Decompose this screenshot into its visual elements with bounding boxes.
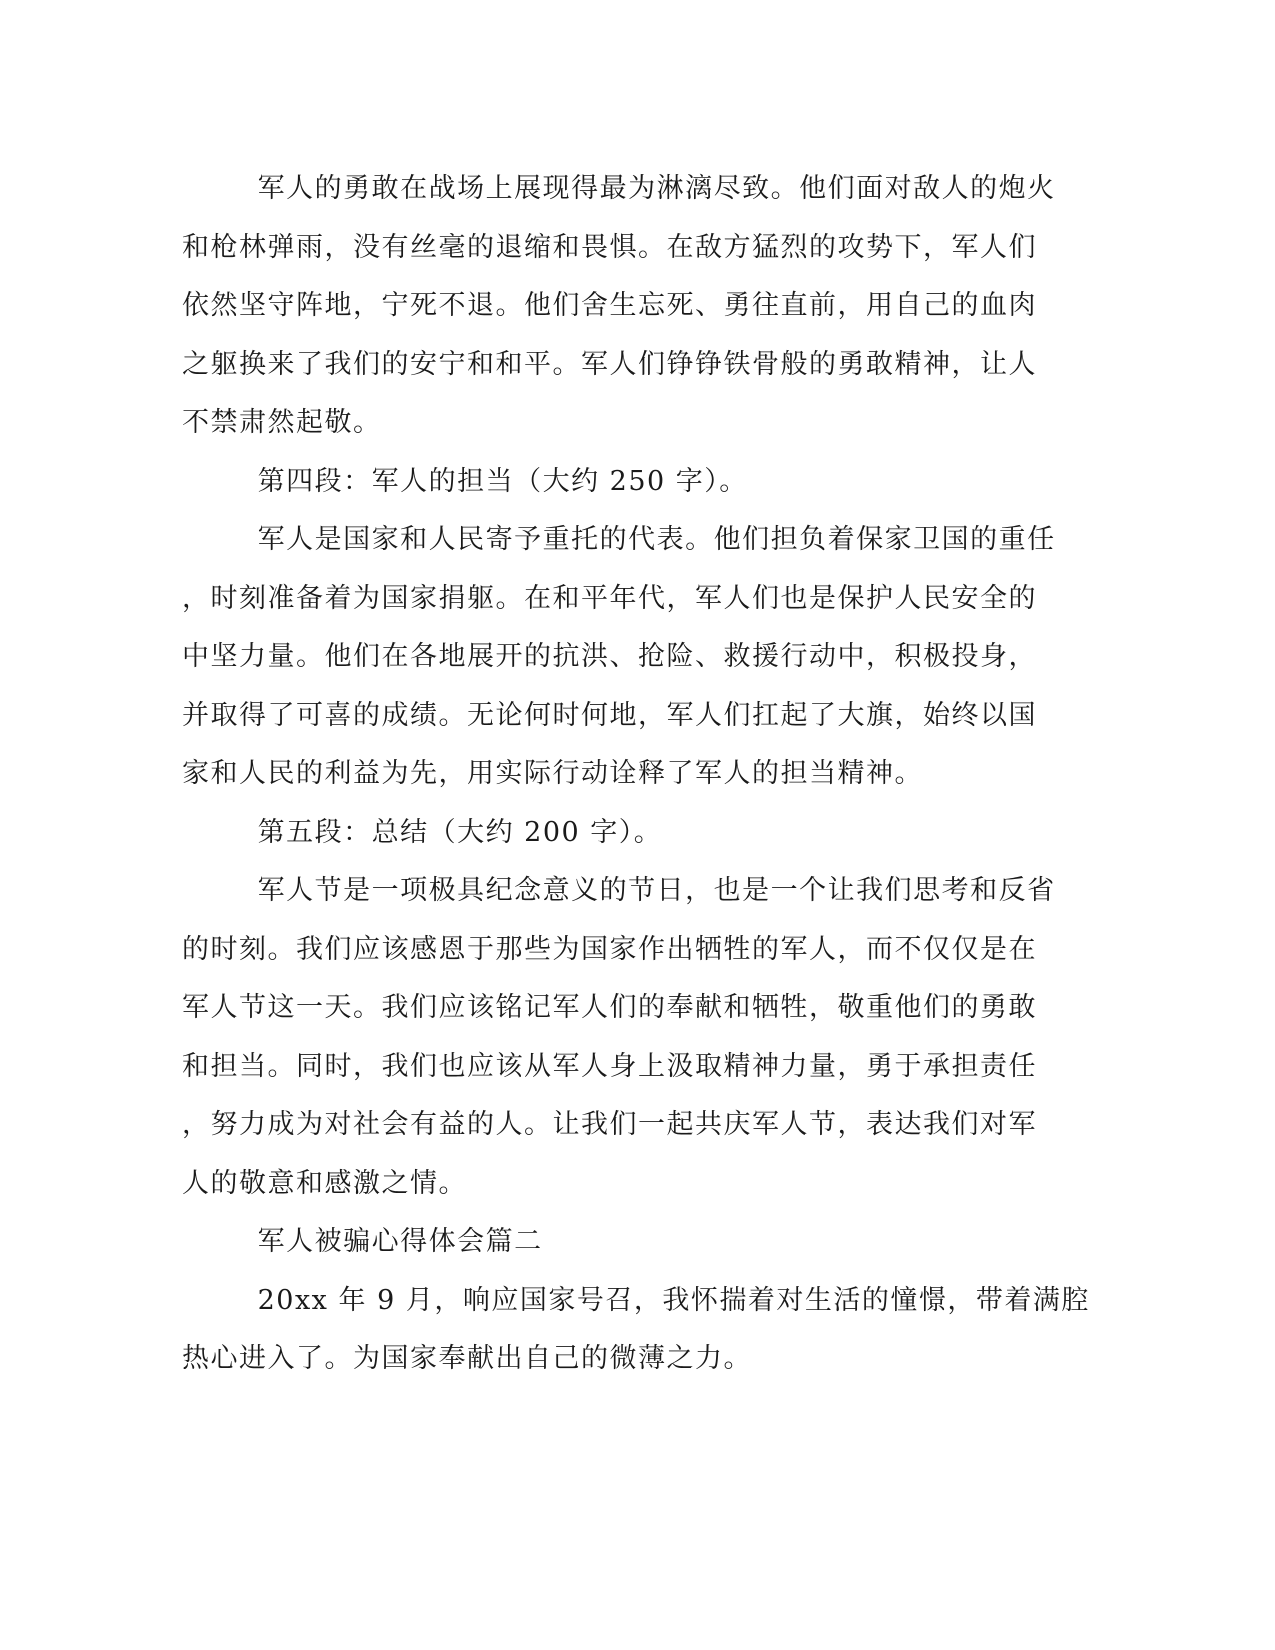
text-line: ，努力成为对社会有益的人。让我们一起共庆军人节，表达我们对军 (182, 1109, 1037, 1140)
text-line: 20xx 年 9 月，响应国家号召，我怀揣着对生活的憧憬，带着满腔 (257, 1284, 1090, 1316)
text-line: 不禁肃然起敬。 (182, 407, 382, 438)
heading-text: 第五段：总结（大约 200 字）。 (257, 816, 663, 848)
text-line: 并取得了可喜的成绩。无论何时何地，军人们扛起了大旗，始终以国 (182, 699, 1037, 731)
text-line: 军人是国家和人民寄予重托的代表。他们担负着保家卫国的重任 (257, 524, 1056, 555)
text-line: 依然坚守阵地，宁死不退。他们舍生忘死、勇往直前，用自己的血肉 (182, 290, 1037, 321)
text-line: 军人的勇敢在战场上展现得最为淋漓尽致。他们面对敌人的炮火 (257, 173, 1056, 204)
heading-text: 军人被骗心得体会篇二 (257, 1226, 543, 1257)
text-line: ，时刻准备着为国家捐躯。在和平年代，军人们也是保护人民安全的 (182, 582, 1037, 614)
text-line: 人的敬意和感激之情。 (182, 1167, 467, 1199)
paragraph-responsibility (182, 511, 1056, 804)
section-heading-4 (182, 453, 1032, 512)
document-body (182, 160, 1090, 1389)
paragraph-summary (182, 862, 1056, 1213)
paragraph-enlistment (182, 1272, 1090, 1389)
text-line: 和枪林弹雨，没有丝毫的退缩和畏惧。在敌方猛烈的攻势下，军人们 (182, 231, 1037, 263)
text-line: 的时刻。我们应该感恩于那些为国家作出牺牲的军人，而不仅仅是在 (182, 933, 1037, 965)
section-heading-5 (182, 804, 1032, 863)
heading-text: 第四段：军人的担当（大约 250 字）。 (257, 465, 748, 497)
text-line: 家和人民的利益为先，用实际行动诠释了军人的担当精神。 (182, 758, 923, 789)
text-line: 和担当。同时，我们也应该从军人身上汲取精神力量，勇于承担责任 (182, 1050, 1037, 1082)
text-line: 军人节是一项极具纪念意义的节日，也是一个让我们思考和反省 (257, 875, 1056, 906)
section-heading-part2 (182, 1213, 1032, 1272)
text-line: 军人节这一天。我们应该铭记军人们的奉献和牺牲，敬重他们的勇敢 (182, 992, 1037, 1023)
paragraph-courage (182, 160, 1056, 453)
text-line: 之躯换来了我们的安宁和和平。军人们铮铮铁骨般的勇敢精神，让人 (182, 348, 1037, 380)
text-line: 中坚力量。他们在各地展开的抗洪、抢险、救援行动中，积极投身， (182, 641, 1037, 672)
text-line: 热心进入了。为国家奉献出自己的微薄之力。 (182, 1343, 752, 1374)
